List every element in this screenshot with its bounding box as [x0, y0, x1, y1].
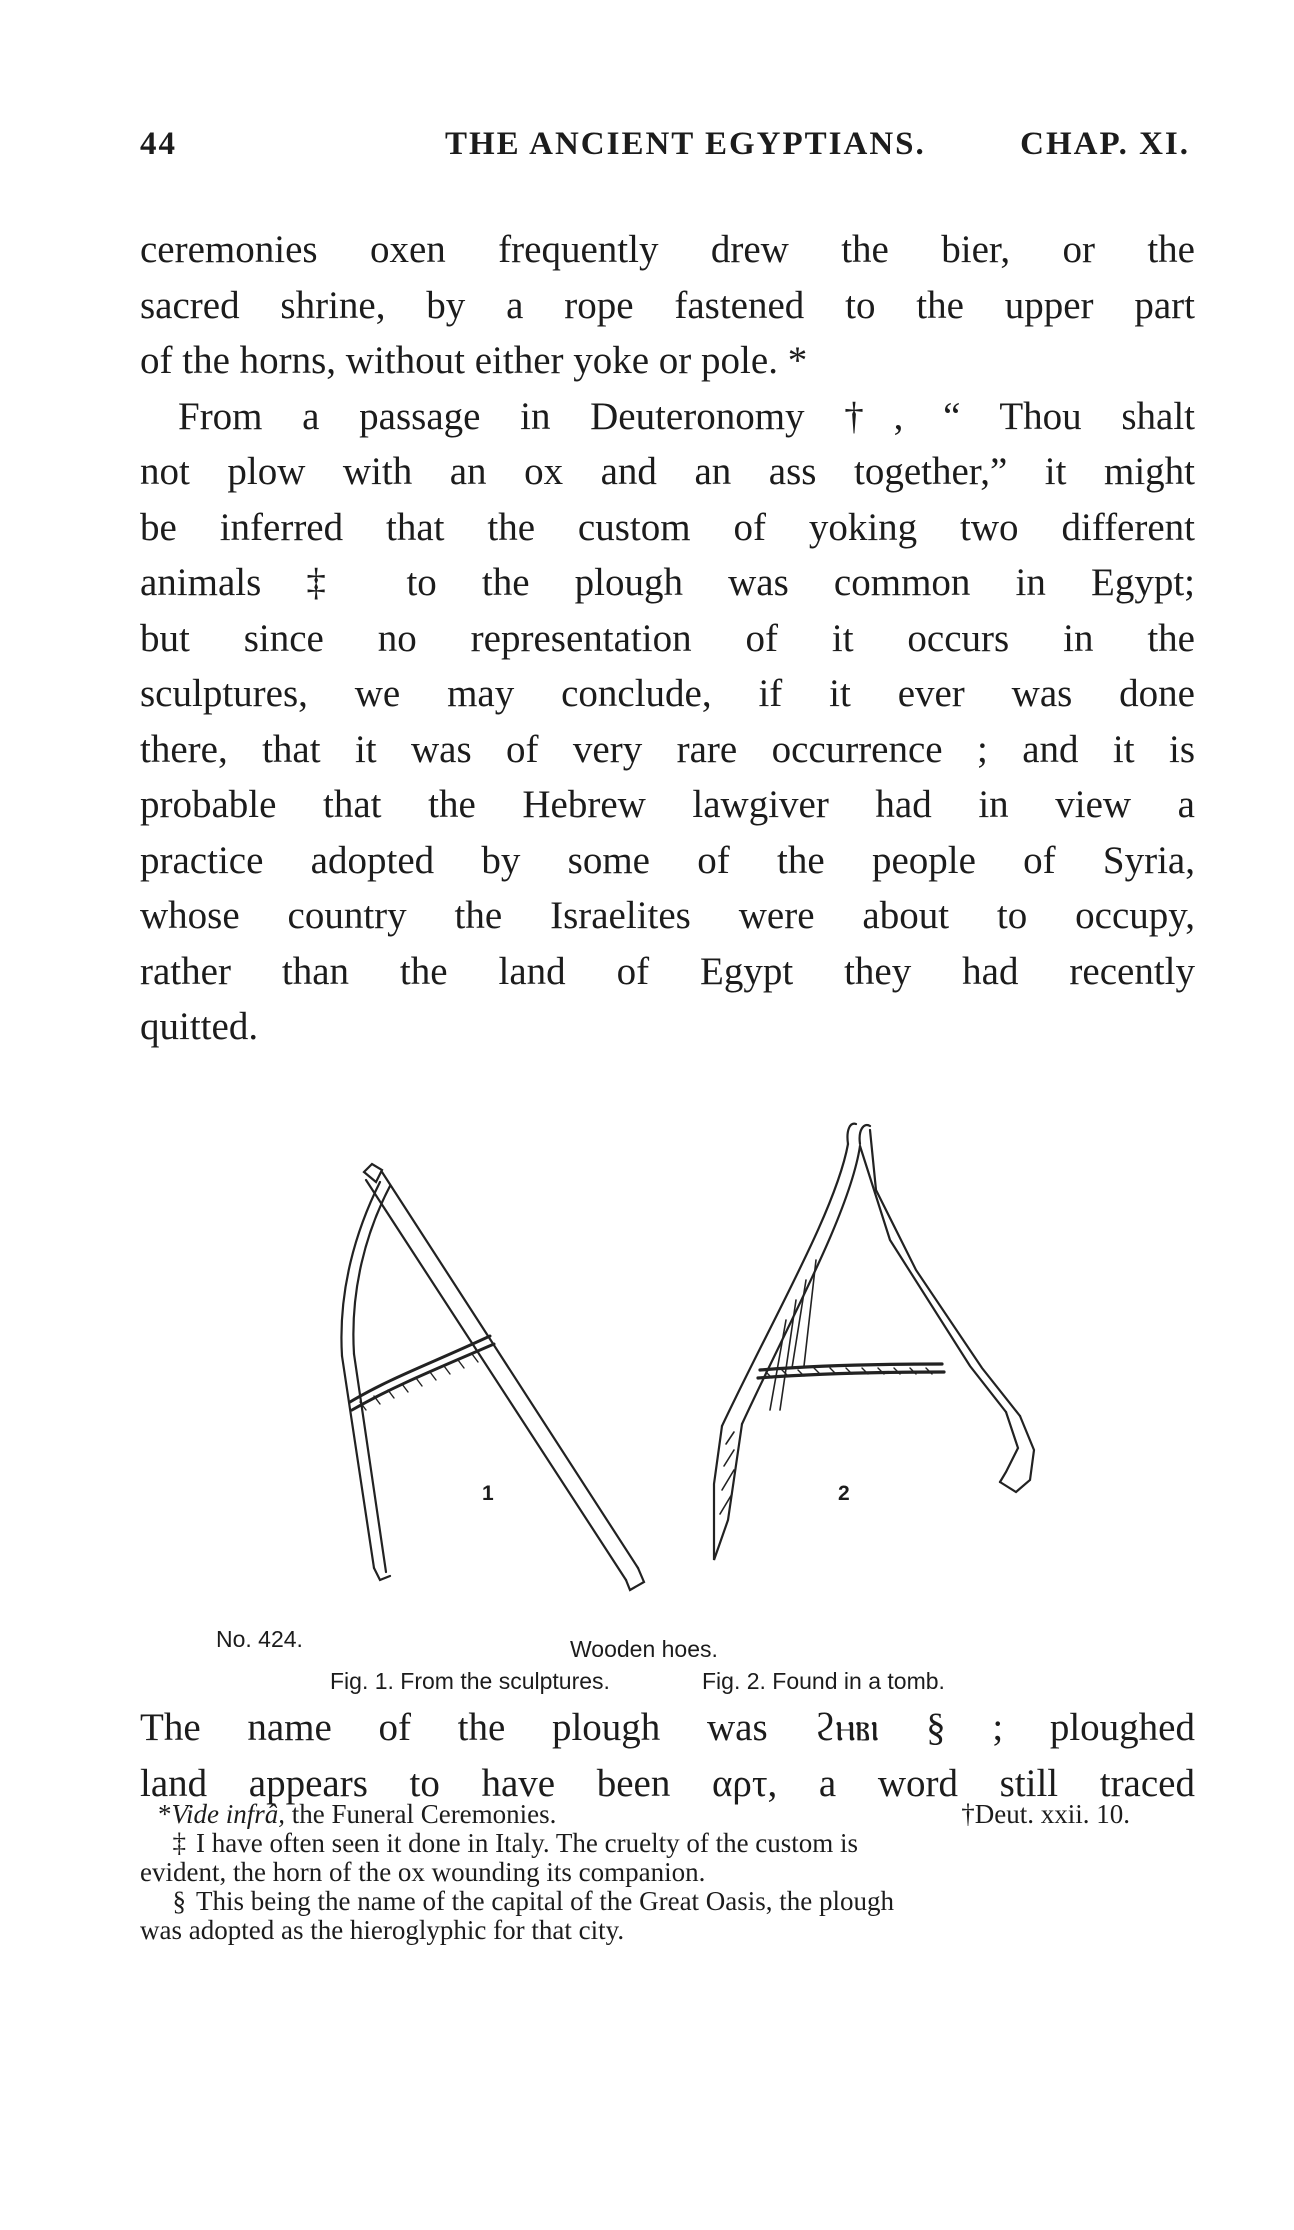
text-line: whose country the Israelites were about to occupy, [140, 894, 1195, 937]
text-line: practice adopted by some of the people of Syria, [140, 838, 1195, 882]
text-line: not plow with an ox and an ass together,” it might [140, 450, 1195, 493]
footnote-dagger: †Deut. xxii. 10. [961, 1799, 1130, 1829]
footnotes [140, 1800, 1200, 1945]
figure-label-2: 2 [838, 1482, 850, 1505]
wooden-hoes-illustration [330, 1120, 1090, 1640]
hoes-drawing [330, 1120, 1090, 1640]
text-line: sacred shrine, by a rope fastened to the upper part [140, 283, 1195, 327]
chapter-label: CHAP. XI. [1020, 126, 1190, 162]
body-paragraph [140, 222, 1195, 1055]
figure-title: Wooden hoes. [570, 1636, 718, 1662]
text-line: probable that the Hebrew lawgiver had in view a [140, 783, 1195, 826]
text-line: The name of the plough was ϩⲏⲃⲓ § ; ploughed [140, 1706, 1195, 1749]
figure-number: No. 424. [216, 1626, 303, 1652]
hoe-2-icon [714, 1124, 1034, 1560]
figure-caption-2: Fig. 2. Found in a tomb. [702, 1668, 945, 1694]
text-line: quitted. [140, 1005, 259, 1048]
page-number: 44 [140, 126, 177, 162]
running-header [140, 126, 1190, 176]
figure-caption-1: Fig. 1. From the sculptures. [330, 1668, 610, 1694]
text-line: ceremonies oxen frequently drew the bier, or the [140, 228, 1195, 271]
text-line: rather than the land of Egypt they had recently [140, 949, 1195, 993]
footnote-double-dagger: ‡ I have often seen it done in Italy. The cruelty of the custom is [172, 1828, 859, 1858]
text-line: land appears to have been αρτ, a word still traced [140, 1761, 1195, 1805]
hoe-1-icon [341, 1164, 644, 1590]
text-line: sculptures, we may conclude, if it ever was done [140, 672, 1195, 715]
footnote-star-dagger [140, 1800, 1200, 1829]
footnote-section-cont: was adopted as the hieroglyphic for that city. [140, 1915, 625, 1945]
figure-label-1: 1 [482, 1482, 494, 1505]
text-line: animals ‡ to the plough was common in Egypt; [140, 561, 1195, 604]
text-line: be inferred that the custom of yoking two different [140, 505, 1195, 549]
text-line: there, that it was of very rare occurrence ; and it is [140, 727, 1195, 771]
text-line: but since no representation of it occurs in the [140, 616, 1195, 660]
text-line: From a passage in Deuteronomy †, “ Thou shalt [178, 394, 1195, 438]
running-title: THE ANCIENT EGYPTIANS. [445, 126, 926, 162]
footnote-double-dagger-cont: evident, the horn of the ox wounding its companion. [140, 1857, 706, 1887]
footnote-star: *Vide infrâ, the Funeral Ceremonies. [158, 1799, 557, 1829]
text-line: of the horns, without either yoke or pole. * [140, 339, 808, 382]
continuation-paragraph [140, 1700, 1195, 1811]
footnote-section: § This being the name of the capital of the Great Oasis, the plough [172, 1886, 895, 1916]
